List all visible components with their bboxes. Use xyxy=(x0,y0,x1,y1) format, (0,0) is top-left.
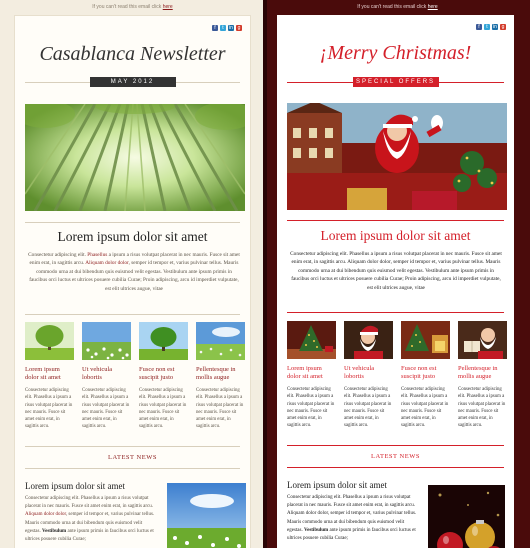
feature-text: Consectetur adipiscing elit. Phasellus a ipsum a risus volutpat placerat in nec mauris. Fusce sit amet enim erat, in sagittis arcu. xyxy=(139,388,187,430)
feature-card xyxy=(82,322,131,431)
news-rule-top xyxy=(25,446,240,447)
feature-text: Consectetur adipiscing elit. Phasellus a ipsum a risus volutpat placerat in nec mauris. Fusce sit amet enim erat, in sagittis arcu. xyxy=(82,388,130,430)
feature-card xyxy=(139,322,188,431)
article-image[interactable] xyxy=(428,485,505,548)
article-image[interactable] xyxy=(167,483,246,548)
hero-rule xyxy=(25,222,240,223)
google-plus-icon[interactable]: g xyxy=(501,24,505,30)
feature-text: Consectetur adipiscing elit. Phasellus a ipsum a risus volutpat placerat in nec mauris. Fusce sit amet enim erat, in sagittis arcu. xyxy=(344,387,392,429)
latest-news-heading: LATEST NEWS xyxy=(371,453,420,460)
feature-title[interactable]: Pellentesque in mollis augue xyxy=(196,366,236,381)
feature-text: Consectetur adipiscing elit. Phasellus a ipsum a risus volutpat placerat in nec mauris. Fusce sit amet enim erat, in sagittis arcu. xyxy=(196,388,244,430)
main-headline: Lorem ipsum dolor sit amet xyxy=(57,229,208,244)
feature-thumbnail[interactable] xyxy=(25,322,74,360)
christmas-tree-photo xyxy=(287,321,336,359)
feature-title[interactable]: Lorem ipsum dolor sit amet xyxy=(25,366,61,381)
body-link[interactable]: Phasellus xyxy=(87,252,108,258)
linkedin-icon[interactable]: in xyxy=(493,24,497,30)
date-badge: MAY 2012 xyxy=(90,77,176,87)
feature-title[interactable]: Pellentesque in mollis augue xyxy=(458,365,498,380)
feature-card xyxy=(196,322,245,431)
left-newsletter xyxy=(14,15,251,548)
body-link[interactable]: Phasellus xyxy=(349,251,370,257)
facebook-icon[interactable]: f xyxy=(476,24,482,30)
feature-title[interactable]: Lorem ipsum dolor sit amet xyxy=(287,365,323,380)
body-link[interactable]: Aliquam dolor dolor xyxy=(347,259,391,266)
body-link[interactable]: Aliquam dolor dolor xyxy=(85,260,129,267)
newsletter-title: Casablanca Newsletter xyxy=(39,43,226,65)
feature-title[interactable]: Ut vehicula lobortis xyxy=(82,366,113,381)
feature-thumbnail[interactable] xyxy=(287,321,336,359)
santa-portrait-photo xyxy=(344,321,393,359)
feature-grid xyxy=(25,322,245,431)
single-tree-field-photo xyxy=(25,322,74,360)
twitter-icon[interactable]: t xyxy=(484,24,490,30)
news-rule-top xyxy=(287,445,504,446)
article-title[interactable]: Lorem ipsum dolor sit amet xyxy=(287,480,387,490)
newsletter-title: ¡Merry Christmas! xyxy=(319,42,472,64)
feature-text: Consectetur adipiscing elit. Phasellus a ipsum a risus volutpat placerat in nec mauris. Fusce sit amet enim erat, in sagittis arcu. xyxy=(25,388,73,430)
main-body-text: Consectetur adipiscing elit. Phasellus a ipsum a risus volutpat placerat in nec mauris. Fusce sit amet enim erat, in sagittis arcu. Aliquam dolor dolor, semper id tempor et, varius pulvinar tellus. Mauris commodo urna at dui bibendum quis euismod velit egestas. Vestibulum ante ipsum primis in faucibus orci luctus et ultrices posuere cubilia Curae; Proin adipiscing, arcu id imperdiet vulputate, est elit ultrices augue, vitae xyxy=(28,252,240,292)
feature-thumbnail[interactable] xyxy=(82,322,131,360)
feature-text: Consectetur adipiscing elit. Phasellus a ipsum a risus volutpat placerat in nec mauris. Fusce sit amet enim erat, in sagittis arcu. xyxy=(287,387,335,429)
feature-text: Consectetur adipiscing elit. Phasellus a ipsum a risus volutpat placerat in nec mauris. Fusce sit amet enim erat, in sagittis arcu. xyxy=(458,387,506,429)
santa-reading-photo xyxy=(458,321,507,359)
feature-title[interactable]: Fusce non est suscipit justo xyxy=(401,365,437,380)
santa-claus-parade-photo xyxy=(287,103,507,210)
feature-thumbnail[interactable] xyxy=(344,321,393,359)
section-rule xyxy=(287,312,504,313)
latest-news-heading: LATEST NEWS xyxy=(108,454,157,461)
right-view-online-link[interactable]: here xyxy=(427,4,438,10)
right-social-icons xyxy=(476,24,506,30)
feature-thumbnail[interactable] xyxy=(401,321,450,359)
daisy-meadow-photo xyxy=(167,483,246,548)
feature-card xyxy=(344,321,393,430)
feature-thumbnail[interactable] xyxy=(458,321,507,359)
feature-title[interactable]: Fusce non est suscipit justo xyxy=(139,366,175,381)
feature-thumbnail[interactable] xyxy=(196,322,245,360)
hero-image xyxy=(287,103,507,210)
feature-card xyxy=(401,321,450,430)
article-text: Consectetur adipiscing elit. Phasellus a ipsum a risus volutpat placerat in nec mauris. Fusce sit amet enim erat, in sagittis arcu. Aliquam dolor dolor, semper id tempor et, varius pulvinar tellus. Mauris commodo urna at dui bibendum quis euismod velit egestas. Vestibulum ante ipsum primis in faucibus orci luctus et ultrices posuere cubilia Curae; xyxy=(25,496,155,543)
feature-title[interactable]: Ut vehicula lobortis xyxy=(344,365,375,380)
feature-card xyxy=(25,322,74,431)
left-view-online-note: If you can't read this email click here xyxy=(92,4,173,10)
template-divider xyxy=(263,0,267,548)
special-offers-badge: SPECIAL OFFERS xyxy=(353,77,439,87)
hero-rule xyxy=(287,220,504,221)
main-body-text: Consectetur adipiscing elit. Phasellus a ipsum a risus volutpat placerat in nec mauris. Fusce sit amet enim erat, in sagittis arcu. Aliquam dolor dolor, semper id tempor et, varius pulvinar tellus. Mauris commodo urna at dui bibendum quis euismod velit egestas. Vestibulum ante ipsum primis in faucibus orci luctus et ultrices posuere cubilia Curae; Proin adipiscing, arcu id imperdiet vulputate, est elit ultrices augue, vitae xyxy=(290,251,502,291)
section-rule xyxy=(25,314,240,315)
left-view-online-link[interactable]: here xyxy=(162,4,173,10)
news-rule-bottom xyxy=(287,467,504,468)
christmas-ornaments-photo xyxy=(428,485,505,548)
right-newsletter xyxy=(277,15,514,548)
article-text: Consectetur adipiscing elit. Phasellus a ipsum a risus volutpat placerat in nec mauris. Fusce sit amet enim erat, in sagittis arcu. Aliquam dolor dolor, semper id tempor et, varius pulvinar tellus. Mauris commodo urna at dui bibendum quis euismod velit egestas. Vestibulum ante ipsum primis in faucibus orci luctus et ultrices posuere cubilia Curae; xyxy=(287,495,417,542)
facebook-icon[interactable]: f xyxy=(212,25,218,31)
news-rule-bottom xyxy=(25,468,240,469)
main-headline: Lorem ipsum dolor sit amet xyxy=(320,228,471,243)
article-link[interactable]: Aliquam dolor dolor xyxy=(25,512,66,518)
left-social-icons xyxy=(212,25,242,31)
hero-image xyxy=(25,104,245,211)
fireplace-tree-photo xyxy=(401,321,450,359)
feature-text: Consectetur adipiscing elit. Phasellus a ipsum a risus volutpat placerat in nec mauris. Fusce sit amet enim erat, in sagittis arcu. xyxy=(401,387,449,429)
spring-field-photo xyxy=(196,322,245,360)
article-title[interactable]: Lorem ipsum dolor sit amet xyxy=(25,481,125,491)
twitter-icon[interactable]: t xyxy=(220,25,226,31)
feature-card xyxy=(287,321,336,430)
feature-card xyxy=(458,321,507,430)
google-plus-icon[interactable]: g xyxy=(237,25,241,31)
bamboo-forest-photo xyxy=(25,104,245,211)
right-view-online-note: If you can't read this email click here xyxy=(357,4,438,10)
article-link[interactable]: Aliquam dolor dolor xyxy=(287,511,328,517)
green-tree-sky-photo xyxy=(139,322,188,360)
feature-thumbnail[interactable] xyxy=(139,322,188,360)
linkedin-icon[interactable]: in xyxy=(229,25,233,31)
flower-meadow-photo xyxy=(82,322,131,360)
feature-grid xyxy=(287,321,507,430)
